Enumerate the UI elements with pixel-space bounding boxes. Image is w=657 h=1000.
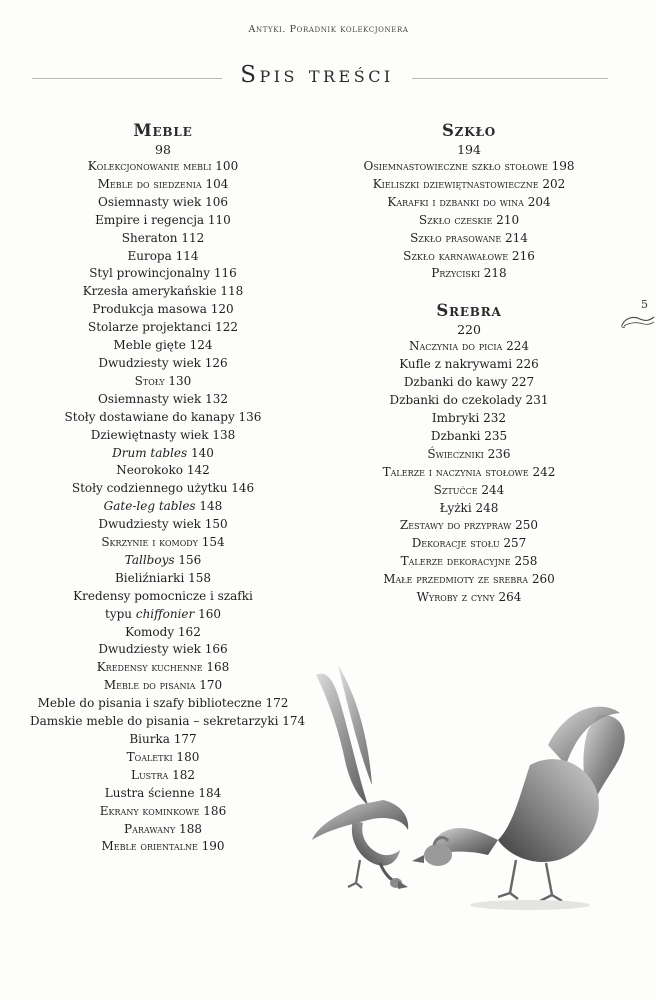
- toc-entry-title: Kieliszki dziewiętnastowieczne 202: [372, 176, 566, 191]
- toc-entry: [30, 624, 296, 642]
- toc-entry-title: Produkcja masowa 120: [92, 302, 234, 317]
- toc-entry-title: Lustra 182: [130, 767, 196, 782]
- toc-entry: [30, 445, 296, 463]
- toc-entry-title: Toaletki 180: [126, 749, 200, 764]
- toc-entry: [30, 803, 296, 821]
- toc-entry: [30, 677, 296, 695]
- toc-entry: [30, 731, 296, 749]
- toc-entry-title: Dekoracje stołu 257: [411, 536, 527, 551]
- toc-entry-title: Drum tables: [112, 445, 188, 460]
- section-page-number: 98: [155, 142, 171, 157]
- toc-entry: [30, 265, 296, 283]
- toc-entry: [30, 248, 296, 266]
- toc-entry-title: Osiemnasty wiek 132: [98, 391, 228, 406]
- toc-entry-title: Stoły dostawiane do kanapy 136: [64, 409, 262, 424]
- toc-entry: [30, 301, 296, 319]
- toc-entry-title: Dzbanki do kawy 227: [403, 375, 535, 390]
- toc-entry: [334, 338, 604, 356]
- toc-entry: [30, 480, 296, 498]
- toc-entry: [30, 230, 296, 248]
- title-rule-right: [412, 78, 608, 79]
- section-heading: Meble: [133, 121, 193, 140]
- toc-entry-title: Kufle z nakrywami 226: [399, 357, 539, 372]
- toc-entry: [30, 767, 296, 785]
- toc-entry-title: Empire i regencja 110: [95, 212, 231, 227]
- toc-entry-title: Dwudziesty wiek 150: [98, 517, 228, 532]
- toc-entry-title: Lustra ścienne 184: [104, 785, 222, 800]
- toc-entry: [334, 571, 604, 589]
- toc-entry-page: 140: [187, 445, 214, 460]
- toc-entry: [30, 158, 296, 176]
- toc-entry-title: Osiemnasty wiek 106: [98, 194, 228, 209]
- toc-entry-title: Stolarze projektanci 122: [88, 320, 238, 335]
- toc-entry-title: Parawany 188: [124, 821, 202, 836]
- toc-entry-title: Skrzynie i komody 154: [101, 535, 225, 550]
- toc-entry: [30, 516, 296, 534]
- toc-entry: [30, 552, 296, 570]
- toc-entry-title: Damskie meble do pisania – sekretarzyki 174: [30, 714, 306, 729]
- toc-entry-title: Meble orientalne 190: [101, 839, 225, 854]
- section-page-number: 220: [457, 322, 481, 338]
- toc-entry-title: Małe przedmioty ze srebra 260: [383, 572, 555, 587]
- toc-entry-title: Stoły 130: [134, 373, 192, 388]
- toc-entry-prefix: typu: [105, 606, 136, 621]
- toc-entry: [30, 534, 296, 552]
- toc-entry: [334, 500, 604, 518]
- toc-entry-title: Tallboys: [124, 552, 175, 567]
- toc-entry-title: Dzbanki 235: [430, 428, 508, 443]
- toc-entry: [30, 462, 296, 480]
- toc-entry: [334, 176, 604, 194]
- toc-entry-title: Wyroby z cyny 264: [416, 590, 522, 605]
- toc-entry: [334, 410, 604, 428]
- toc-entry: [30, 409, 296, 427]
- toc-entry-title: Bieliźniarki 158: [114, 570, 212, 585]
- toc-entry: [334, 517, 604, 535]
- toc-entry-title: Styl prowincjonalny 116: [89, 266, 237, 281]
- toc-entry: [30, 212, 296, 230]
- toc-entry: [30, 785, 296, 803]
- toc-entry-title: Osiemnastowieczne szkło stołowe 198: [363, 159, 575, 173]
- toc-entry: [334, 446, 604, 464]
- toc-entry-title: Neorokoko 142: [116, 463, 210, 478]
- toc-entry: [334, 265, 604, 283]
- toc-entry: [30, 337, 296, 355]
- toc-column-right: [334, 121, 604, 607]
- toc-entry: [30, 194, 296, 212]
- toc-entry: [30, 283, 296, 301]
- toc-entry: [30, 659, 296, 677]
- toc-entry: [334, 392, 604, 410]
- toc-entry: [334, 464, 604, 482]
- toc-entry: [334, 158, 604, 176]
- title-rule-left: [32, 78, 222, 79]
- toc-entry: [30, 373, 296, 391]
- page-title: Spis treści: [240, 62, 394, 88]
- toc-entry-title: Szkło karnawałowe 216: [403, 248, 535, 263]
- toc-entry-list: [334, 158, 604, 283]
- toc-entry-title: Dwudziesty wiek 126: [98, 355, 228, 370]
- toc-entry: [334, 374, 604, 392]
- toc-entry: [30, 498, 296, 516]
- toc-entry: [30, 606, 296, 624]
- toc-entry-title: Dwudziesty wiek 166: [98, 642, 228, 657]
- toc-entry: [30, 176, 296, 194]
- toc-entry: [30, 570, 296, 588]
- toc-entry-title: Szkło czeskie 210: [418, 212, 520, 227]
- toc-entry: [334, 212, 604, 230]
- toc-entry-title: Stoły codziennego użytku 146: [71, 481, 255, 496]
- toc-entry-title: Biurka 177: [129, 732, 197, 746]
- toc-entry-title: Łyżki 248: [439, 500, 499, 515]
- toc-entry: [334, 428, 604, 446]
- toc-entry: [30, 713, 306, 731]
- left-rooster-figure: [312, 665, 408, 889]
- toc-entry-title: Kredensy kuchenne 168: [96, 660, 230, 675]
- toc-entry-title: Gate-leg tables: [103, 499, 196, 514]
- toc-entry: [334, 482, 604, 500]
- right-rooster-figure: [412, 707, 625, 910]
- toc-entry: [334, 589, 604, 607]
- toc-entry-page: 148: [195, 499, 223, 514]
- toc-entry-title: Europa 114: [127, 248, 199, 263]
- folio: [620, 298, 657, 329]
- toc-entry: [30, 355, 296, 373]
- title-row: [32, 62, 608, 92]
- toc-entry-page: 160: [194, 606, 221, 621]
- toc-entry-title: Ekrany kominkowe 186: [99, 803, 227, 818]
- toc-entry: [30, 695, 296, 713]
- toc-entry-title: Meble do pisania 170: [103, 678, 223, 693]
- toc-entry-title: Sztućce 244: [433, 482, 505, 497]
- flourish-ornament-icon: [620, 313, 656, 329]
- toc-entry-title: Kolekcjonowanie mebli 100: [87, 159, 239, 173]
- toc-entry-list: [334, 338, 604, 607]
- running-head: Antyki. Poradnik kolekcjonera: [248, 24, 409, 35]
- toc-entry: [30, 391, 296, 409]
- toc-entry: [30, 749, 296, 767]
- toc-entry-title: chiffonier: [135, 606, 195, 621]
- toc-entry-title: Dziewiętnasty wiek 138: [90, 427, 236, 442]
- toc-entry: [334, 553, 604, 571]
- toc-entry-title: Świeczniki 236: [427, 446, 511, 461]
- toc-entry-title: Karafki i dzbanki do wina 204: [387, 194, 551, 209]
- toc-entry: [30, 821, 296, 839]
- toc-entry-title: Dzbanki do czekolady 231: [389, 393, 549, 408]
- toc-entry: [30, 427, 296, 445]
- toc-entry-title: Talerze dekoracyjne 258: [400, 554, 538, 569]
- toc-column-left: [30, 121, 306, 856]
- toc-entry-title: Kredensy pomocnicze i szafki: [73, 588, 253, 603]
- silver-roosters-image: [298, 655, 638, 917]
- toc-entry: [334, 230, 604, 248]
- toc-entry-title: Zestawy do przypraw 250: [399, 518, 539, 533]
- toc-entry-title: Krzesła amerykańskie 118: [82, 284, 244, 299]
- toc-entry-title: Meble do pisania i szafy biblioteczne 172: [37, 696, 289, 711]
- section-page-number: 194: [457, 142, 481, 157]
- toc-entry: [334, 194, 604, 212]
- toc-entry: [30, 641, 296, 659]
- toc-entry: [334, 356, 604, 374]
- section-spacer: [334, 283, 604, 301]
- toc-entry-title: Szkło prasowane 214: [410, 230, 528, 245]
- toc-entry-title: Talerze i naczynia stołowe 242: [382, 464, 556, 479]
- toc-entry-title: Naczynia do picia 224: [408, 339, 530, 354]
- toc-entry: [334, 535, 604, 553]
- toc-entry-title: Imbryki 232: [431, 410, 507, 425]
- section-heading: Srebra: [436, 301, 502, 321]
- toc-entry: [334, 248, 604, 266]
- toc-entry: [30, 838, 296, 856]
- toc-entry-title: Komody 162: [125, 624, 201, 639]
- section-heading: Szkło: [441, 121, 497, 140]
- toc-entry-page: 156: [174, 552, 202, 567]
- toc-entry: [30, 588, 296, 606]
- page-number: 5: [641, 298, 648, 311]
- toc-entry-title: Sheraton 112: [121, 230, 205, 245]
- toc-entry-list: [30, 158, 306, 856]
- toc-entry: [30, 319, 296, 337]
- toc-entry-title: Meble do siedzenia 104: [97, 176, 229, 191]
- toc-entry-title: Meble gięte 124: [113, 338, 213, 353]
- toc-entry-title: Przyciski 218: [431, 266, 507, 281]
